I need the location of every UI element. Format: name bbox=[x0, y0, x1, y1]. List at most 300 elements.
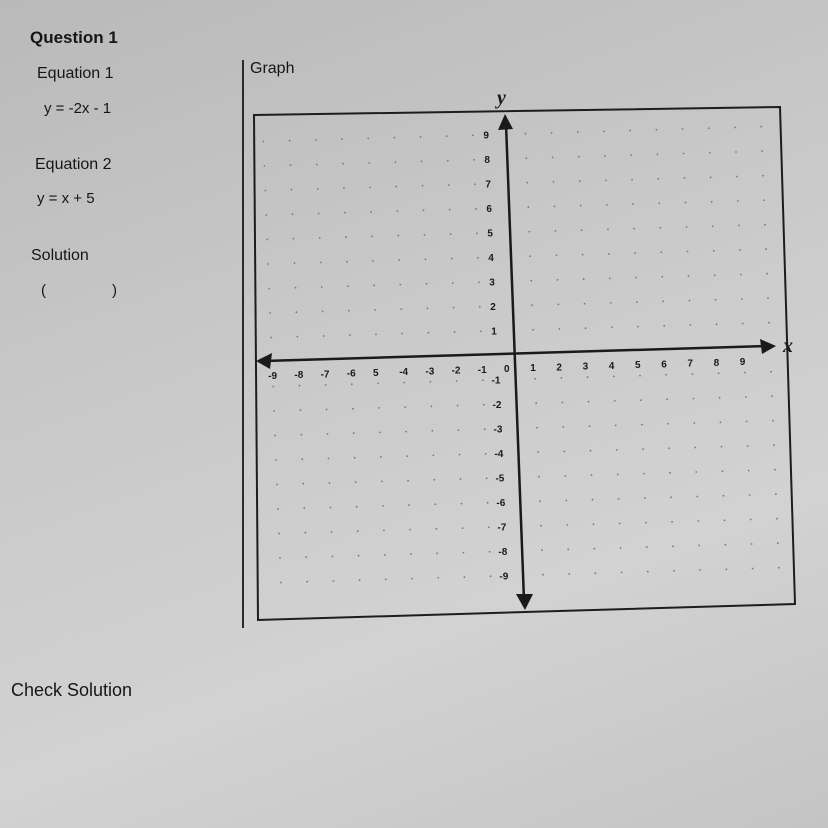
grid-dot bbox=[557, 279, 559, 281]
grid-dot bbox=[748, 470, 750, 472]
grid-dot bbox=[408, 504, 410, 506]
grid-dot bbox=[761, 150, 763, 152]
grid-dot bbox=[426, 283, 428, 285]
grid-dot bbox=[302, 483, 304, 485]
grid-dot bbox=[615, 425, 617, 427]
x-tick-label: 8 bbox=[713, 357, 720, 369]
grid-dot bbox=[477, 257, 479, 259]
grid-dot bbox=[354, 457, 356, 459]
grid-dot bbox=[637, 326, 639, 328]
grid-dot bbox=[454, 331, 456, 333]
grid-dot bbox=[616, 449, 618, 451]
grid-dot bbox=[719, 397, 721, 399]
grid-dot bbox=[694, 447, 696, 449]
grid-dot bbox=[607, 229, 609, 231]
grid-dot bbox=[585, 327, 587, 329]
grid-dot bbox=[562, 426, 564, 428]
grid-dot bbox=[669, 472, 671, 474]
x-axis-name: x bbox=[783, 335, 793, 357]
grid-dot bbox=[357, 530, 359, 532]
x-tick-label: -8 bbox=[294, 370, 304, 382]
grid-dot bbox=[489, 551, 491, 553]
grid-dot bbox=[532, 329, 534, 331]
grid-dot bbox=[278, 533, 280, 535]
grid-dot bbox=[398, 259, 400, 261]
grid-dot bbox=[487, 502, 489, 504]
x-axis-left-arrow bbox=[256, 353, 272, 369]
grid-dot bbox=[750, 519, 752, 521]
grid-dot bbox=[734, 127, 736, 129]
grid-dot bbox=[431, 405, 433, 407]
grid-dot bbox=[320, 262, 322, 264]
grid-dot bbox=[584, 303, 586, 305]
grid-dot bbox=[646, 546, 648, 548]
grid-dot bbox=[427, 307, 429, 309]
grid-dot bbox=[359, 579, 361, 581]
grid-dot bbox=[715, 299, 717, 301]
grid-dot bbox=[328, 458, 330, 460]
grid-dot bbox=[710, 176, 712, 178]
grid-dot bbox=[264, 165, 266, 167]
grid-dot bbox=[582, 254, 584, 256]
x-tick-label: 0 bbox=[504, 364, 510, 375]
grid-dot bbox=[709, 152, 711, 154]
grid-dot bbox=[403, 382, 405, 384]
grid-dot bbox=[263, 141, 265, 143]
grid-dot bbox=[716, 323, 718, 325]
grid-dot bbox=[432, 454, 434, 456]
grid-dot bbox=[452, 282, 454, 284]
grid-dot bbox=[374, 309, 376, 311]
grid-dot bbox=[740, 274, 742, 276]
grid-dot bbox=[726, 568, 728, 570]
grid-dot bbox=[275, 459, 277, 461]
grid-dot bbox=[397, 235, 399, 237]
grid-dot bbox=[456, 380, 458, 382]
grid-dot bbox=[671, 521, 673, 523]
grid-dot bbox=[476, 232, 478, 234]
grid-dot bbox=[580, 205, 582, 207]
solution-open-paren: ( bbox=[41, 282, 46, 299]
grid-dot bbox=[588, 401, 590, 403]
grid-dot bbox=[665, 374, 667, 376]
grid-dot bbox=[666, 398, 668, 400]
grid-dot bbox=[327, 433, 329, 435]
grid-dot bbox=[431, 430, 433, 432]
grid-dot bbox=[695, 471, 697, 473]
grid-dot bbox=[541, 549, 543, 551]
y-tick-label: 2 bbox=[490, 302, 496, 313]
grid-dot bbox=[385, 579, 387, 581]
grid-dot bbox=[475, 208, 477, 210]
grid-dot bbox=[692, 373, 694, 375]
grid-dot bbox=[488, 526, 490, 528]
y-tick-label: -4 bbox=[494, 449, 504, 460]
grid-dot bbox=[395, 161, 397, 163]
grid-dot bbox=[460, 478, 462, 480]
grid-dot bbox=[316, 164, 318, 166]
y-tick-label: -1 bbox=[491, 375, 501, 387]
grid-dot bbox=[578, 156, 580, 158]
graph-label: Graph bbox=[250, 60, 295, 77]
grid-dot bbox=[480, 330, 482, 332]
grid-dot bbox=[369, 187, 371, 189]
grid-dot bbox=[296, 311, 298, 313]
grid-dot bbox=[458, 429, 460, 431]
y-tick-label: 7 bbox=[485, 179, 491, 191]
y-axis-line bbox=[506, 124, 524, 600]
grid-dot bbox=[379, 432, 381, 434]
grid-dot bbox=[742, 323, 744, 325]
x-axis-right-arrow bbox=[760, 339, 776, 354]
grid-dot bbox=[594, 548, 596, 550]
grid-dot bbox=[342, 163, 344, 165]
grid-dot bbox=[486, 477, 488, 479]
x-tick-label: 1 bbox=[530, 363, 536, 375]
grid-dot bbox=[591, 474, 593, 476]
grid-dot bbox=[633, 228, 635, 230]
grid-dot bbox=[368, 162, 370, 164]
grid-dot bbox=[483, 404, 485, 406]
grid-dot bbox=[383, 530, 385, 532]
grid-dot bbox=[377, 383, 379, 385]
grid-dot bbox=[323, 335, 325, 337]
grid-dot bbox=[698, 545, 700, 547]
x-tick-label: -6 bbox=[346, 368, 356, 380]
grid-dot bbox=[329, 482, 331, 484]
grid-dot bbox=[593, 523, 595, 525]
grid-dot bbox=[353, 432, 355, 434]
grid-dot bbox=[554, 206, 556, 208]
grid-dot bbox=[534, 378, 536, 380]
grid-dot bbox=[558, 304, 560, 306]
grid-dot bbox=[537, 451, 539, 453]
grid-dot bbox=[736, 176, 738, 178]
grid-dot bbox=[279, 557, 281, 559]
grid-dot bbox=[738, 225, 740, 227]
grid-dot bbox=[621, 572, 623, 574]
grid-dot bbox=[713, 250, 715, 252]
grid-dot bbox=[277, 508, 279, 510]
grid-dot bbox=[618, 498, 620, 500]
x-tick-label: -2 bbox=[451, 365, 461, 377]
grid-dot bbox=[647, 571, 649, 573]
grid-dot bbox=[604, 155, 606, 157]
grid-dot bbox=[663, 325, 665, 327]
grid-dot bbox=[739, 249, 741, 251]
grid-dot bbox=[556, 255, 558, 257]
y-tick-label: -9 bbox=[499, 571, 509, 583]
grid-dot bbox=[399, 284, 401, 286]
grid-dot bbox=[776, 518, 778, 520]
grid-dot bbox=[410, 553, 412, 555]
grid-dot bbox=[579, 180, 581, 182]
y-tick-label: -2 bbox=[492, 400, 502, 411]
grid-dot bbox=[434, 503, 436, 505]
grid-dot bbox=[269, 312, 271, 314]
grid-dot bbox=[741, 298, 743, 300]
grid-dot bbox=[317, 188, 319, 190]
grid-dot bbox=[613, 376, 615, 378]
grid-dot bbox=[355, 481, 357, 483]
grid-dot bbox=[349, 334, 351, 336]
grid-dot bbox=[687, 251, 689, 253]
grid-dot bbox=[332, 556, 334, 558]
grid-dot bbox=[270, 337, 272, 339]
grid-dot bbox=[319, 237, 321, 239]
y-tick-label: -8 bbox=[498, 547, 508, 558]
grid-dot bbox=[712, 225, 714, 227]
grid-dot bbox=[301, 458, 303, 460]
grid-dot bbox=[686, 226, 688, 228]
grid-dot bbox=[722, 470, 724, 472]
grid-dot bbox=[771, 395, 773, 397]
grid-dot bbox=[292, 213, 294, 215]
grid-dot bbox=[657, 153, 659, 155]
grid-dot bbox=[609, 278, 611, 280]
grid-dot bbox=[462, 527, 464, 529]
grid-dot bbox=[635, 277, 637, 279]
grid-dot bbox=[682, 128, 684, 130]
grid-dot bbox=[437, 577, 439, 579]
grid-dot bbox=[472, 134, 474, 136]
grid-dot bbox=[451, 258, 453, 260]
grid-dot bbox=[636, 301, 638, 303]
grid-dot bbox=[405, 431, 407, 433]
grid-dot bbox=[300, 434, 302, 436]
grid-dot bbox=[629, 130, 631, 132]
grid-dot bbox=[404, 406, 406, 408]
grid-dot bbox=[289, 140, 291, 142]
y-tick-label: 6 bbox=[486, 204, 492, 215]
solution-label: Solution bbox=[31, 247, 89, 264]
grid-dot bbox=[420, 136, 422, 138]
grid-dot bbox=[608, 253, 610, 255]
equation-1-label: Equation 1 bbox=[37, 65, 114, 82]
grid-dot bbox=[421, 160, 423, 162]
grid-dot bbox=[371, 236, 373, 238]
grid-dot bbox=[564, 475, 566, 477]
grid-dot bbox=[744, 372, 746, 374]
grid-dot bbox=[765, 248, 767, 250]
grid-dot bbox=[306, 581, 308, 583]
grid-dot bbox=[553, 181, 555, 183]
grid-dot bbox=[774, 469, 776, 471]
y-tick-label: 5 bbox=[487, 228, 493, 240]
grid-dot bbox=[690, 324, 692, 326]
grid-dot bbox=[318, 213, 320, 215]
grid-dot bbox=[617, 474, 619, 476]
x-tick-label: 5 bbox=[373, 367, 379, 379]
grid-dot bbox=[479, 306, 481, 308]
grid-dot bbox=[446, 135, 448, 137]
grid-dot bbox=[659, 227, 661, 229]
grid-dot bbox=[711, 201, 713, 203]
x-tick-label: 4 bbox=[608, 360, 615, 372]
grid-dot bbox=[424, 234, 426, 236]
grid-dot bbox=[699, 569, 701, 571]
grid-dot bbox=[381, 481, 383, 483]
grid-dot bbox=[268, 288, 270, 290]
grid-dot bbox=[294, 262, 296, 264]
grid-dot bbox=[645, 522, 647, 524]
grid-dot bbox=[737, 200, 739, 202]
grid-dot bbox=[384, 554, 386, 556]
grid-dot bbox=[725, 544, 727, 546]
grid-dot bbox=[428, 332, 430, 334]
grid-dot bbox=[561, 377, 563, 379]
grid-dot bbox=[304, 532, 306, 534]
grid-dot bbox=[763, 199, 765, 201]
grid-dot bbox=[552, 157, 554, 159]
grid-dot bbox=[343, 187, 345, 189]
y-tick-labels bbox=[483, 131, 508, 583]
y-tick-label: -7 bbox=[497, 522, 507, 534]
grid-dot bbox=[565, 500, 567, 502]
grid-dot bbox=[583, 278, 585, 280]
grid-dot bbox=[566, 524, 568, 526]
grid-dot bbox=[562, 402, 564, 404]
grid-dot bbox=[555, 230, 557, 232]
grid-dot bbox=[657, 178, 659, 180]
grid-dot bbox=[482, 379, 484, 381]
grid-dot bbox=[531, 304, 533, 306]
grid-dot bbox=[746, 421, 748, 423]
grid-dot bbox=[772, 420, 774, 422]
grid-dot bbox=[280, 582, 282, 584]
grid-dot bbox=[425, 258, 427, 260]
grid-dot bbox=[274, 435, 276, 437]
grid-dot bbox=[448, 184, 450, 186]
grid-dot bbox=[660, 251, 662, 253]
grid-dot bbox=[291, 189, 293, 191]
grid-dot bbox=[563, 451, 565, 453]
grid-dot bbox=[461, 503, 463, 505]
x-tick-label: 9 bbox=[739, 356, 746, 368]
grid-dot bbox=[344, 212, 346, 214]
grid-dot bbox=[688, 275, 690, 277]
grid-dot bbox=[590, 450, 592, 452]
grid-dot bbox=[490, 575, 492, 577]
grid-dot bbox=[540, 525, 542, 527]
grid-dot bbox=[551, 132, 553, 134]
grid-dot bbox=[764, 224, 766, 226]
question-title: Question 1 bbox=[30, 28, 118, 47]
y-axis-top-arrow bbox=[498, 114, 513, 130]
grid-dot bbox=[264, 190, 266, 192]
grid-dot bbox=[768, 322, 770, 324]
grid-dot bbox=[430, 381, 432, 383]
grid-dot bbox=[527, 206, 529, 208]
grid-dot bbox=[777, 542, 779, 544]
grid-dot bbox=[752, 568, 754, 570]
grid-dot bbox=[614, 400, 616, 402]
grid-dot bbox=[382, 505, 384, 507]
grid-dot bbox=[718, 372, 720, 374]
grid-dot bbox=[661, 276, 663, 278]
grid-dot bbox=[370, 211, 372, 213]
y-axis-name: y bbox=[497, 87, 506, 109]
grid-dot bbox=[345, 236, 347, 238]
equation-2-label: Equation 2 bbox=[35, 156, 112, 173]
grid-dot bbox=[378, 407, 380, 409]
grid-dot bbox=[667, 423, 669, 425]
grid-dot bbox=[375, 334, 377, 336]
solution-close-paren: ) bbox=[112, 282, 117, 299]
grid-dot bbox=[300, 409, 302, 411]
grid-dot bbox=[606, 204, 608, 206]
grid-dot bbox=[696, 496, 698, 498]
grid-dot bbox=[348, 310, 350, 312]
grid-dot bbox=[589, 425, 591, 427]
grid-dot bbox=[474, 183, 476, 185]
grid-dot bbox=[290, 164, 292, 166]
grid-dot bbox=[396, 210, 398, 212]
grid-dot bbox=[587, 376, 589, 378]
grid-dot bbox=[775, 493, 777, 495]
grid-dot bbox=[723, 495, 725, 497]
x-tick-label: -9 bbox=[268, 371, 278, 383]
grid-dot bbox=[330, 507, 332, 509]
grid-dot bbox=[632, 203, 634, 205]
grid-dot bbox=[595, 572, 597, 574]
grid-dot bbox=[668, 447, 670, 449]
x-tick-label: 6 bbox=[661, 359, 667, 371]
grid-dot bbox=[767, 297, 769, 299]
grid-dot bbox=[693, 398, 695, 400]
x-tick-label: 5 bbox=[635, 360, 641, 372]
grid-dot bbox=[315, 139, 317, 141]
check-solution-label: Check Solution bbox=[11, 680, 133, 700]
grid-dot bbox=[325, 384, 327, 386]
grid-dot bbox=[538, 476, 540, 478]
grid-dot bbox=[685, 202, 687, 204]
grid-dot bbox=[295, 287, 297, 289]
grid-dot bbox=[303, 507, 305, 509]
grid-dot bbox=[526, 157, 528, 159]
grid-dot bbox=[745, 396, 747, 398]
grid-dot bbox=[372, 260, 374, 262]
x-tick-label: 3 bbox=[582, 361, 589, 373]
grid-dot bbox=[528, 231, 530, 233]
x-tick-label: -3 bbox=[425, 366, 435, 378]
grid-dot bbox=[747, 445, 749, 447]
grid-dot bbox=[670, 496, 672, 498]
grid-dot bbox=[634, 252, 636, 254]
grid-dot bbox=[644, 497, 646, 499]
grid-dot bbox=[620, 547, 622, 549]
grid-dot bbox=[331, 531, 333, 533]
grid-dot bbox=[656, 129, 658, 131]
grid-dot bbox=[433, 479, 435, 481]
grid-dot bbox=[305, 556, 307, 558]
grid-dot bbox=[567, 549, 569, 551]
grid-dot bbox=[640, 399, 642, 401]
grid-dot bbox=[536, 427, 538, 429]
grid-dot bbox=[672, 545, 674, 547]
y-tick-label: 1 bbox=[491, 326, 497, 338]
grid-dot bbox=[464, 576, 466, 578]
grid-dot bbox=[273, 410, 275, 412]
grid-dot bbox=[641, 424, 643, 426]
grid-dot bbox=[272, 386, 274, 388]
grid-dot bbox=[409, 529, 411, 531]
grid-dot bbox=[459, 454, 461, 456]
y-tick-label: 3 bbox=[489, 277, 495, 289]
grid-dot bbox=[423, 209, 425, 211]
grid-dot bbox=[267, 263, 269, 265]
x-tick-label: -4 bbox=[399, 367, 409, 379]
